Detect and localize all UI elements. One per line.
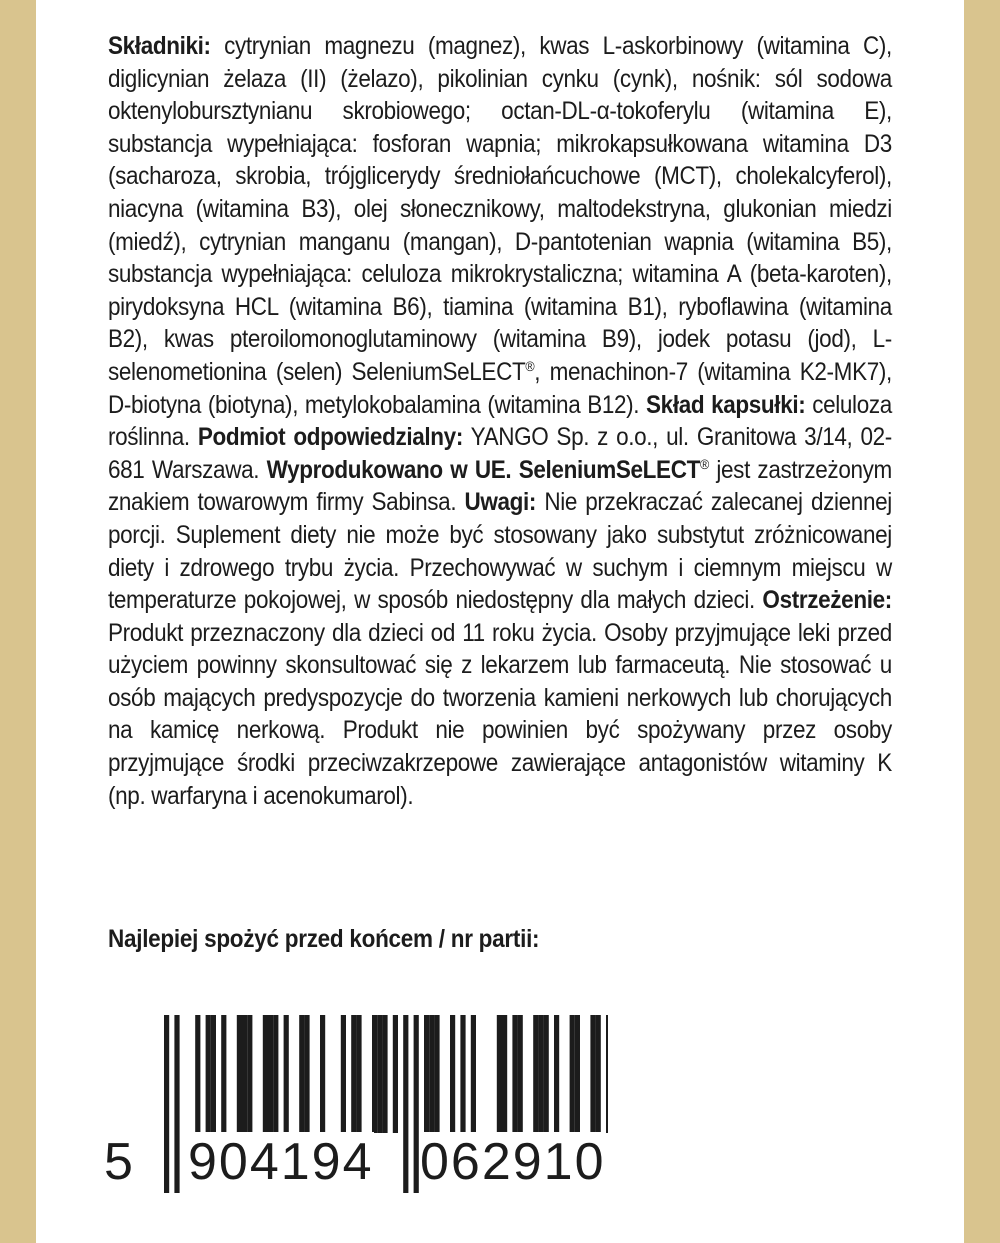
barcode-bar [429, 1015, 434, 1133]
trademark-text: jest zastrzeżonym znakiem towarowym firmy Sabinsa. [108, 455, 892, 517]
barcode-bar [414, 1015, 419, 1193]
barcode-bar [284, 1015, 289, 1133]
barcode-digits-right: 062910 [420, 1133, 606, 1191]
barcode-bar [471, 1015, 476, 1133]
barcode-bar [382, 1015, 387, 1133]
responsible-entity-text: YANGO Sp. z o.o., ul. Granitowa 3/14, 02-681 Warszawa. [108, 423, 892, 484]
barcode-bar [174, 1015, 179, 1193]
label-frame-right [964, 0, 1000, 1243]
barcode-bar [596, 1015, 601, 1133]
barcode-bar [575, 1015, 580, 1133]
barcode-bar [356, 1015, 361, 1133]
barcode-bar [393, 1015, 398, 1133]
barcode-bar [263, 1015, 268, 1133]
barcode-bar [424, 1015, 429, 1133]
barcode-bar [242, 1015, 247, 1133]
barcode-bar [206, 1015, 211, 1133]
registered-mark: ® [699, 455, 709, 472]
barcode-bar [372, 1015, 377, 1133]
produced-in-eu-heading: Wyprodukowano w UE. SeleniumSeLECT [266, 455, 700, 484]
barcode-digit-first: 5 [104, 1133, 135, 1191]
best-before-batch-label: Najlepiej spożyć przed końcem / nr partii: [108, 925, 540, 953]
barcode-bar [195, 1015, 200, 1133]
capsule-text: celuloza roślinna. [108, 390, 892, 452]
ingredients-text-continued: , menachinon-7 (witamina K2-MK7), D-biotyna (biotyna), metylokobalamina (witamina B12). [108, 357, 892, 419]
barcode-bar [590, 1015, 595, 1133]
barcode-bar [341, 1015, 346, 1133]
barcode-bar [403, 1015, 408, 1193]
barcode-bar [538, 1015, 543, 1133]
barcode-bar [606, 1015, 608, 1133]
capsule-heading: Skład kapsułki: [646, 390, 806, 419]
barcode-bar [299, 1015, 304, 1133]
barcode-bar [247, 1015, 252, 1133]
barcode-bar [221, 1015, 226, 1133]
barcode-bar [518, 1015, 523, 1133]
barcode-bar [351, 1015, 356, 1133]
barcode-bar [164, 1015, 169, 1193]
barcode-bar [237, 1015, 242, 1133]
notes-heading: Uwagi: [464, 488, 537, 517]
barcode-bar [304, 1015, 309, 1133]
ingredients-heading: Składniki: [108, 32, 211, 60]
barcode-bar [502, 1015, 507, 1133]
warning-heading: Ostrzeżenie: [762, 586, 892, 615]
barcode-bar [554, 1015, 559, 1133]
barcode-bar [268, 1015, 273, 1133]
barcode-bar [273, 1015, 278, 1133]
label-frame-left [0, 0, 36, 1243]
ingredients-text: cytrynian magnezu (magnez), kwas L-askorbinowy (witamina C), diglicynian żelaza (II) (żelazo), pikolinian cynku (cynk), nośnik: sól sodowa oktenylobursztynianu skrobiowego; octan-DL-α-tokoferylu (witamina E), substancja wypełniająca: fosforan wapnia; mikrokapsułkowana witamina D3 (sacharoza, skrobia, trójglicerydy średniołańcuchowe (MCT), cholekalcyferol), niacyna (witamina B3), olej słonecznikowy, maltodekstryna, glukonian miedzi (miedź), cytrynian manganu (mangan), D-pantotenian wapnia (witamina B5), substancja wypełniająca: celuloza mikrokrystaliczna; witamina A (beta-karoten), pirydoksyna HCL (witamina B6), tiamina (witamina B1), ryboflawina (witamina B2), kwas pteroilomonoglutaminowy (witamina B9), jodek potasu (jod), L-selenometionina (selen) SeleniumSeLECT [108, 32, 892, 386]
barcode-bar [450, 1015, 455, 1133]
barcode-bar [460, 1015, 465, 1133]
notes-text: Nie przekraczać zalecanej dziennej porcji. Suplement diety nie może być stosowany jako substytut zróżnicowanej diety i zdrowego trybu życia. Przechowywać w suchym i ciemnym miejscu w temperaturze pokojowej, w sposób niedostępny dla małych dzieci. [108, 488, 892, 615]
registered-mark: ® [525, 357, 535, 374]
warning-text: Produkt przeznaczony dla dzieci od 11 roku życia. Osoby przyjmujące leki przed użyciem powinny skonsultować się z lekarzem lub farmaceutą. Nie stosować u osób mających predyspozycje do tworzenia kamieni nerkowych lub chorujących na kamicę nerkową. Produkt nie powinien być spożywany przez osoby przyjmujące środki przeciwzakrzepowe zawierające antagonistów witaminy K (np. warfaryna i acenokumarol). [108, 618, 892, 810]
barcode-bar [570, 1015, 575, 1133]
barcode-digits-left: 904194 [188, 1133, 374, 1191]
barcode-bar [512, 1015, 517, 1133]
barcode-bar [211, 1015, 216, 1133]
responsible-entity-heading: Podmiot odpowiedzialny: [197, 423, 463, 452]
barcode-bar [434, 1015, 439, 1133]
barcode-bar [544, 1015, 549, 1133]
barcode-bar [377, 1015, 382, 1133]
barcode-bar [497, 1015, 502, 1133]
barcode-bar [320, 1015, 325, 1133]
barcode-bar [533, 1015, 538, 1133]
ingredients-paragraph [108, 30, 892, 812]
